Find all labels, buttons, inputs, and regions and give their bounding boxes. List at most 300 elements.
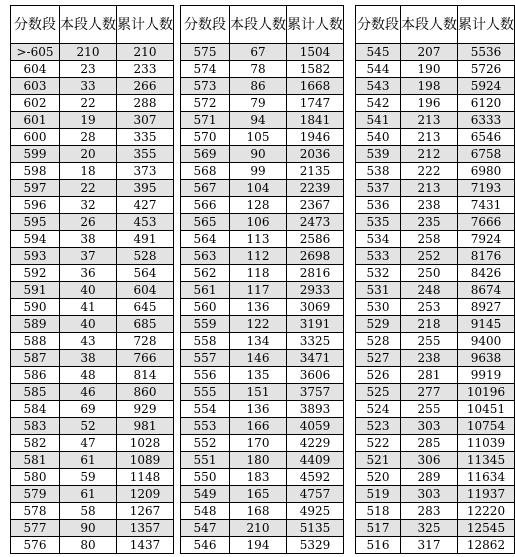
table-row — [181, 248, 344, 265]
table-row — [356, 44, 515, 61]
table-row — [181, 486, 344, 503]
cell-count: 94 — [230, 112, 287, 129]
cell-cumulative: 2135 — [287, 163, 344, 180]
cell-cumulative: 7193 — [458, 180, 515, 197]
cell-cumulative: 12220 — [458, 503, 515, 520]
cell-cumulative: 981 — [117, 418, 174, 435]
cell-count: 61 — [60, 486, 117, 503]
cell-score: 595 — [11, 214, 60, 231]
table-row — [11, 112, 174, 129]
table-row — [356, 299, 515, 316]
table-row — [11, 214, 174, 231]
cell-score: 584 — [11, 401, 60, 418]
cell-score: 525 — [356, 384, 401, 401]
cell-count: 37 — [60, 248, 117, 265]
cell-count: 222 — [401, 163, 458, 180]
cell-count: 128 — [230, 197, 287, 214]
cell-cumulative: 8426 — [458, 265, 515, 282]
cell-cumulative: 11937 — [458, 486, 515, 503]
table-row — [181, 146, 344, 163]
cell-cumulative: 427 — [117, 197, 174, 214]
table-row — [356, 197, 515, 214]
table-row — [356, 180, 515, 197]
cell-score: 586 — [11, 367, 60, 384]
cell-count: 32 — [60, 197, 117, 214]
cell-count: 303 — [401, 418, 458, 435]
cell-cumulative: 6758 — [458, 146, 515, 163]
cell-cumulative: 3757 — [287, 384, 344, 401]
cell-score: 532 — [356, 265, 401, 282]
cell-count: 281 — [401, 367, 458, 384]
cell-count: 151 — [230, 384, 287, 401]
table-row — [11, 146, 174, 163]
header-score: 分数段 — [181, 6, 230, 44]
table-row — [181, 61, 344, 78]
cell-count: 80 — [60, 537, 117, 554]
cell-score: 575 — [181, 44, 230, 61]
cell-score: 516 — [356, 537, 401, 554]
cell-count: 255 — [401, 401, 458, 418]
cell-score: 536 — [356, 197, 401, 214]
cell-score: 531 — [356, 282, 401, 299]
cell-cumulative: 6546 — [458, 129, 515, 146]
table-row — [356, 146, 515, 163]
cell-cumulative: 1267 — [117, 503, 174, 520]
cell-score: 588 — [11, 333, 60, 350]
cell-count: 210 — [60, 44, 117, 61]
cell-count: 99 — [230, 163, 287, 180]
cell-count: 118 — [230, 265, 287, 282]
cell-cumulative: 1946 — [287, 129, 344, 146]
cell-cumulative: 11039 — [458, 435, 515, 452]
table-row — [181, 282, 344, 299]
table-row — [11, 367, 174, 384]
cell-score: 597 — [11, 180, 60, 197]
table-row — [356, 503, 515, 520]
cell-score: 546 — [181, 537, 230, 554]
cell-cumulative: 5726 — [458, 61, 515, 78]
cell-count: 218 — [401, 316, 458, 333]
cell-cumulative: 1668 — [287, 78, 344, 95]
cell-score: 534 — [356, 231, 401, 248]
cell-score: 551 — [181, 452, 230, 469]
cell-score: 591 — [11, 282, 60, 299]
cell-cumulative: 2698 — [287, 248, 344, 265]
cell-cumulative: 1357 — [117, 520, 174, 537]
cell-cumulative: 1504 — [287, 44, 344, 61]
cell-cumulative: 2036 — [287, 146, 344, 163]
cell-count: 52 — [60, 418, 117, 435]
header-cumulative: 累计人数 — [287, 6, 344, 44]
table-row — [356, 520, 515, 537]
cell-score: 583 — [11, 418, 60, 435]
cell-score: 517 — [356, 520, 401, 537]
cell-score: 530 — [356, 299, 401, 316]
cell-score: 526 — [356, 367, 401, 384]
cell-score: 574 — [181, 61, 230, 78]
cell-cumulative: 9145 — [458, 316, 515, 333]
table-row — [181, 537, 344, 554]
table-row — [356, 78, 515, 95]
cell-count: 90 — [230, 146, 287, 163]
cell-cumulative: 4229 — [287, 435, 344, 452]
cell-count: 253 — [401, 299, 458, 316]
cell-count: 146 — [230, 350, 287, 367]
table-row — [181, 452, 344, 469]
cell-cumulative: 3325 — [287, 333, 344, 350]
cell-cumulative: 564 — [117, 265, 174, 282]
cell-count: 213 — [401, 129, 458, 146]
table-row — [356, 333, 515, 350]
cell-count: 90 — [60, 520, 117, 537]
table-row — [11, 95, 174, 112]
table-row — [11, 486, 174, 503]
cell-cumulative: 1747 — [287, 95, 344, 112]
cell-cumulative: 307 — [117, 112, 174, 129]
cell-score: 528 — [356, 333, 401, 350]
cell-cumulative: 266 — [117, 78, 174, 95]
header-count: 本段人数 — [230, 6, 287, 44]
cell-cumulative: 3069 — [287, 299, 344, 316]
table-row — [11, 384, 174, 401]
table-row — [181, 44, 344, 61]
cell-count: 41 — [60, 299, 117, 316]
cell-score: 603 — [11, 78, 60, 95]
cell-score: 537 — [356, 180, 401, 197]
cell-score: 577 — [11, 520, 60, 537]
cell-count: 166 — [230, 418, 287, 435]
table-row — [356, 163, 515, 180]
cell-count: 19 — [60, 112, 117, 129]
table-row — [11, 350, 174, 367]
table-row — [181, 214, 344, 231]
cell-count: 69 — [60, 401, 117, 418]
cell-score: 593 — [11, 248, 60, 265]
cell-score: 545 — [356, 44, 401, 61]
table-row — [11, 44, 174, 61]
table-row — [11, 299, 174, 316]
cell-cumulative: 6980 — [458, 163, 515, 180]
cell-score: 604 — [11, 61, 60, 78]
cell-count: 61 — [60, 452, 117, 469]
header-count: 本段人数 — [60, 6, 117, 44]
table-row — [11, 180, 174, 197]
cell-cumulative: 395 — [117, 180, 174, 197]
header-row — [356, 6, 515, 44]
cell-cumulative: 528 — [117, 248, 174, 265]
cell-score: 566 — [181, 197, 230, 214]
table-row — [181, 265, 344, 282]
cell-count: 79 — [230, 95, 287, 112]
cell-count: 258 — [401, 231, 458, 248]
cell-cumulative: 288 — [117, 95, 174, 112]
table-row — [11, 520, 174, 537]
cell-count: 38 — [60, 231, 117, 248]
cell-count: 306 — [401, 452, 458, 469]
cell-score: 582 — [11, 435, 60, 452]
cell-score: 538 — [356, 163, 401, 180]
cell-count: 283 — [401, 503, 458, 520]
cell-cumulative: 3191 — [287, 316, 344, 333]
cell-cumulative: 604 — [117, 282, 174, 299]
table-row — [356, 469, 515, 486]
cell-cumulative: 5536 — [458, 44, 515, 61]
cell-score: 560 — [181, 299, 230, 316]
cell-cumulative: 11345 — [458, 452, 515, 469]
cell-cumulative: 2816 — [287, 265, 344, 282]
table-row — [181, 299, 344, 316]
table-row — [181, 520, 344, 537]
cell-score: 572 — [181, 95, 230, 112]
cell-count: 26 — [60, 214, 117, 231]
cell-count: 117 — [230, 282, 287, 299]
cell-cumulative: 11634 — [458, 469, 515, 486]
cell-count: 104 — [230, 180, 287, 197]
table-row — [181, 503, 344, 520]
cell-score: 578 — [11, 503, 60, 520]
cell-cumulative: 2473 — [287, 214, 344, 231]
cell-cumulative: 10196 — [458, 384, 515, 401]
cell-cumulative: 1841 — [287, 112, 344, 129]
cell-count: 46 — [60, 384, 117, 401]
table-row — [11, 129, 174, 146]
cell-score: 564 — [181, 231, 230, 248]
header-cumulative: 累计人数 — [458, 6, 515, 44]
cell-score: 567 — [181, 180, 230, 197]
cell-score: 571 — [181, 112, 230, 129]
cell-cumulative: 3606 — [287, 367, 344, 384]
table-row — [356, 129, 515, 146]
cell-cumulative: 5924 — [458, 78, 515, 95]
cell-score: 519 — [356, 486, 401, 503]
cell-cumulative: 4592 — [287, 469, 344, 486]
cell-score: 520 — [356, 469, 401, 486]
table-row — [356, 248, 515, 265]
cell-score: 565 — [181, 214, 230, 231]
table-row — [11, 333, 174, 350]
cell-count: 40 — [60, 316, 117, 333]
cell-count: 196 — [401, 95, 458, 112]
cell-count: 136 — [230, 299, 287, 316]
cell-score: 601 — [11, 112, 60, 129]
cell-score: 553 — [181, 418, 230, 435]
table-row — [181, 112, 344, 129]
cell-count: 289 — [401, 469, 458, 486]
table-row — [356, 401, 515, 418]
table-row — [356, 350, 515, 367]
cell-cumulative: 9919 — [458, 367, 515, 384]
cell-count: 86 — [230, 78, 287, 95]
cell-score: 562 — [181, 265, 230, 282]
cell-count: 136 — [230, 401, 287, 418]
cell-cumulative: 728 — [117, 333, 174, 350]
cell-cumulative: 2933 — [287, 282, 344, 299]
cell-count: 20 — [60, 146, 117, 163]
cell-cumulative: 929 — [117, 401, 174, 418]
cell-score: 599 — [11, 146, 60, 163]
cell-count: 235 — [401, 214, 458, 231]
cell-score: 592 — [11, 265, 60, 282]
cell-score: 522 — [356, 435, 401, 452]
cell-cumulative: 10451 — [458, 401, 515, 418]
cell-count: 36 — [60, 265, 117, 282]
cell-score: 547 — [181, 520, 230, 537]
cell-score: 554 — [181, 401, 230, 418]
cell-count: 38 — [60, 350, 117, 367]
cell-score: 521 — [356, 452, 401, 469]
table-row — [11, 282, 174, 299]
cell-count: 213 — [401, 180, 458, 197]
table-row — [356, 537, 515, 554]
cell-count: 67 — [230, 44, 287, 61]
table-row — [11, 61, 174, 78]
cell-score: 581 — [11, 452, 60, 469]
cell-count: 198 — [401, 78, 458, 95]
cell-score: 535 — [356, 214, 401, 231]
cell-cumulative: 814 — [117, 367, 174, 384]
table-row — [356, 435, 515, 452]
cell-score: 559 — [181, 316, 230, 333]
cell-cumulative: 4059 — [287, 418, 344, 435]
table-row — [181, 350, 344, 367]
cell-cumulative: 1582 — [287, 61, 344, 78]
cell-score: 579 — [11, 486, 60, 503]
table-row — [181, 129, 344, 146]
cell-score: 533 — [356, 248, 401, 265]
cell-count: 190 — [401, 61, 458, 78]
table-row — [181, 367, 344, 384]
cell-score: 548 — [181, 503, 230, 520]
cell-score: 576 — [11, 537, 60, 554]
cell-count: 255 — [401, 333, 458, 350]
table-row — [356, 61, 515, 78]
cell-score: 561 — [181, 282, 230, 299]
table-row — [356, 384, 515, 401]
table-row — [181, 78, 344, 95]
cell-score: 543 — [356, 78, 401, 95]
table-row — [181, 435, 344, 452]
cell-cumulative: 860 — [117, 384, 174, 401]
cell-count: 78 — [230, 61, 287, 78]
cell-score: 589 — [11, 316, 60, 333]
cell-cumulative: 8674 — [458, 282, 515, 299]
cell-score: 552 — [181, 435, 230, 452]
cell-count: 210 — [230, 520, 287, 537]
cell-score: 549 — [181, 486, 230, 503]
cell-count: 33 — [60, 78, 117, 95]
cell-count: 59 — [60, 469, 117, 486]
cell-cumulative: 355 — [117, 146, 174, 163]
header-count: 本段人数 — [401, 6, 458, 44]
cell-cumulative: 6333 — [458, 112, 515, 129]
cell-cumulative: 1089 — [117, 452, 174, 469]
cell-cumulative: 233 — [117, 61, 174, 78]
table-row — [11, 435, 174, 452]
cell-cumulative: 1028 — [117, 435, 174, 452]
cell-count: 207 — [401, 44, 458, 61]
cell-count: 47 — [60, 435, 117, 452]
cell-score: 539 — [356, 146, 401, 163]
cell-count: 238 — [401, 197, 458, 214]
cell-count: 285 — [401, 435, 458, 452]
cell-cumulative: 5135 — [287, 520, 344, 537]
cell-cumulative: 6120 — [458, 95, 515, 112]
cell-score: 557 — [181, 350, 230, 367]
cell-cumulative: 7666 — [458, 214, 515, 231]
header-row — [181, 6, 344, 44]
cell-cumulative: 685 — [117, 316, 174, 333]
cell-count: 22 — [60, 180, 117, 197]
table-row — [11, 197, 174, 214]
table-row — [181, 401, 344, 418]
cell-count: 180 — [230, 452, 287, 469]
cell-cumulative: 9400 — [458, 333, 515, 350]
table-row — [11, 231, 174, 248]
cell-score: 594 — [11, 231, 60, 248]
table-row — [356, 112, 515, 129]
cell-cumulative: 1209 — [117, 486, 174, 503]
cell-cumulative: 210 — [117, 44, 174, 61]
cell-cumulative: 1437 — [117, 537, 174, 554]
cell-count: 58 — [60, 503, 117, 520]
table-row — [356, 452, 515, 469]
score-table-3 — [355, 5, 515, 554]
cell-count: 40 — [60, 282, 117, 299]
cell-cumulative: 645 — [117, 299, 174, 316]
cell-cumulative: 2586 — [287, 231, 344, 248]
cell-cumulative: 1148 — [117, 469, 174, 486]
cell-score: 523 — [356, 418, 401, 435]
score-table-1 — [10, 5, 174, 554]
table-row — [356, 316, 515, 333]
header-row — [11, 6, 174, 44]
cell-count: 212 — [401, 146, 458, 163]
cell-cumulative: 10754 — [458, 418, 515, 435]
cell-cumulative: 335 — [117, 129, 174, 146]
cell-score: 541 — [356, 112, 401, 129]
cell-score: 527 — [356, 350, 401, 367]
cell-score: 556 — [181, 367, 230, 384]
cell-score: 590 — [11, 299, 60, 316]
score-table-2 — [180, 5, 344, 554]
table-row — [356, 486, 515, 503]
cell-count: 325 — [401, 520, 458, 537]
table-row — [11, 537, 174, 554]
cell-count: 170 — [230, 435, 287, 452]
cell-count: 165 — [230, 486, 287, 503]
table-row — [181, 384, 344, 401]
cell-cumulative: 12545 — [458, 520, 515, 537]
cell-count: 303 — [401, 486, 458, 503]
cell-count: 28 — [60, 129, 117, 146]
cell-score: 518 — [356, 503, 401, 520]
table-row — [356, 265, 515, 282]
cell-count: 250 — [401, 265, 458, 282]
table-row — [356, 282, 515, 299]
cell-score: 542 — [356, 95, 401, 112]
cell-count: 213 — [401, 112, 458, 129]
cell-cumulative: 453 — [117, 214, 174, 231]
cell-count: 105 — [230, 129, 287, 146]
cell-count: 183 — [230, 469, 287, 486]
table-row — [11, 265, 174, 282]
cell-count: 252 — [401, 248, 458, 265]
table-row — [356, 367, 515, 384]
cell-score: 568 — [181, 163, 230, 180]
cell-score: 598 — [11, 163, 60, 180]
cell-count: 18 — [60, 163, 117, 180]
cell-cumulative: 8927 — [458, 299, 515, 316]
